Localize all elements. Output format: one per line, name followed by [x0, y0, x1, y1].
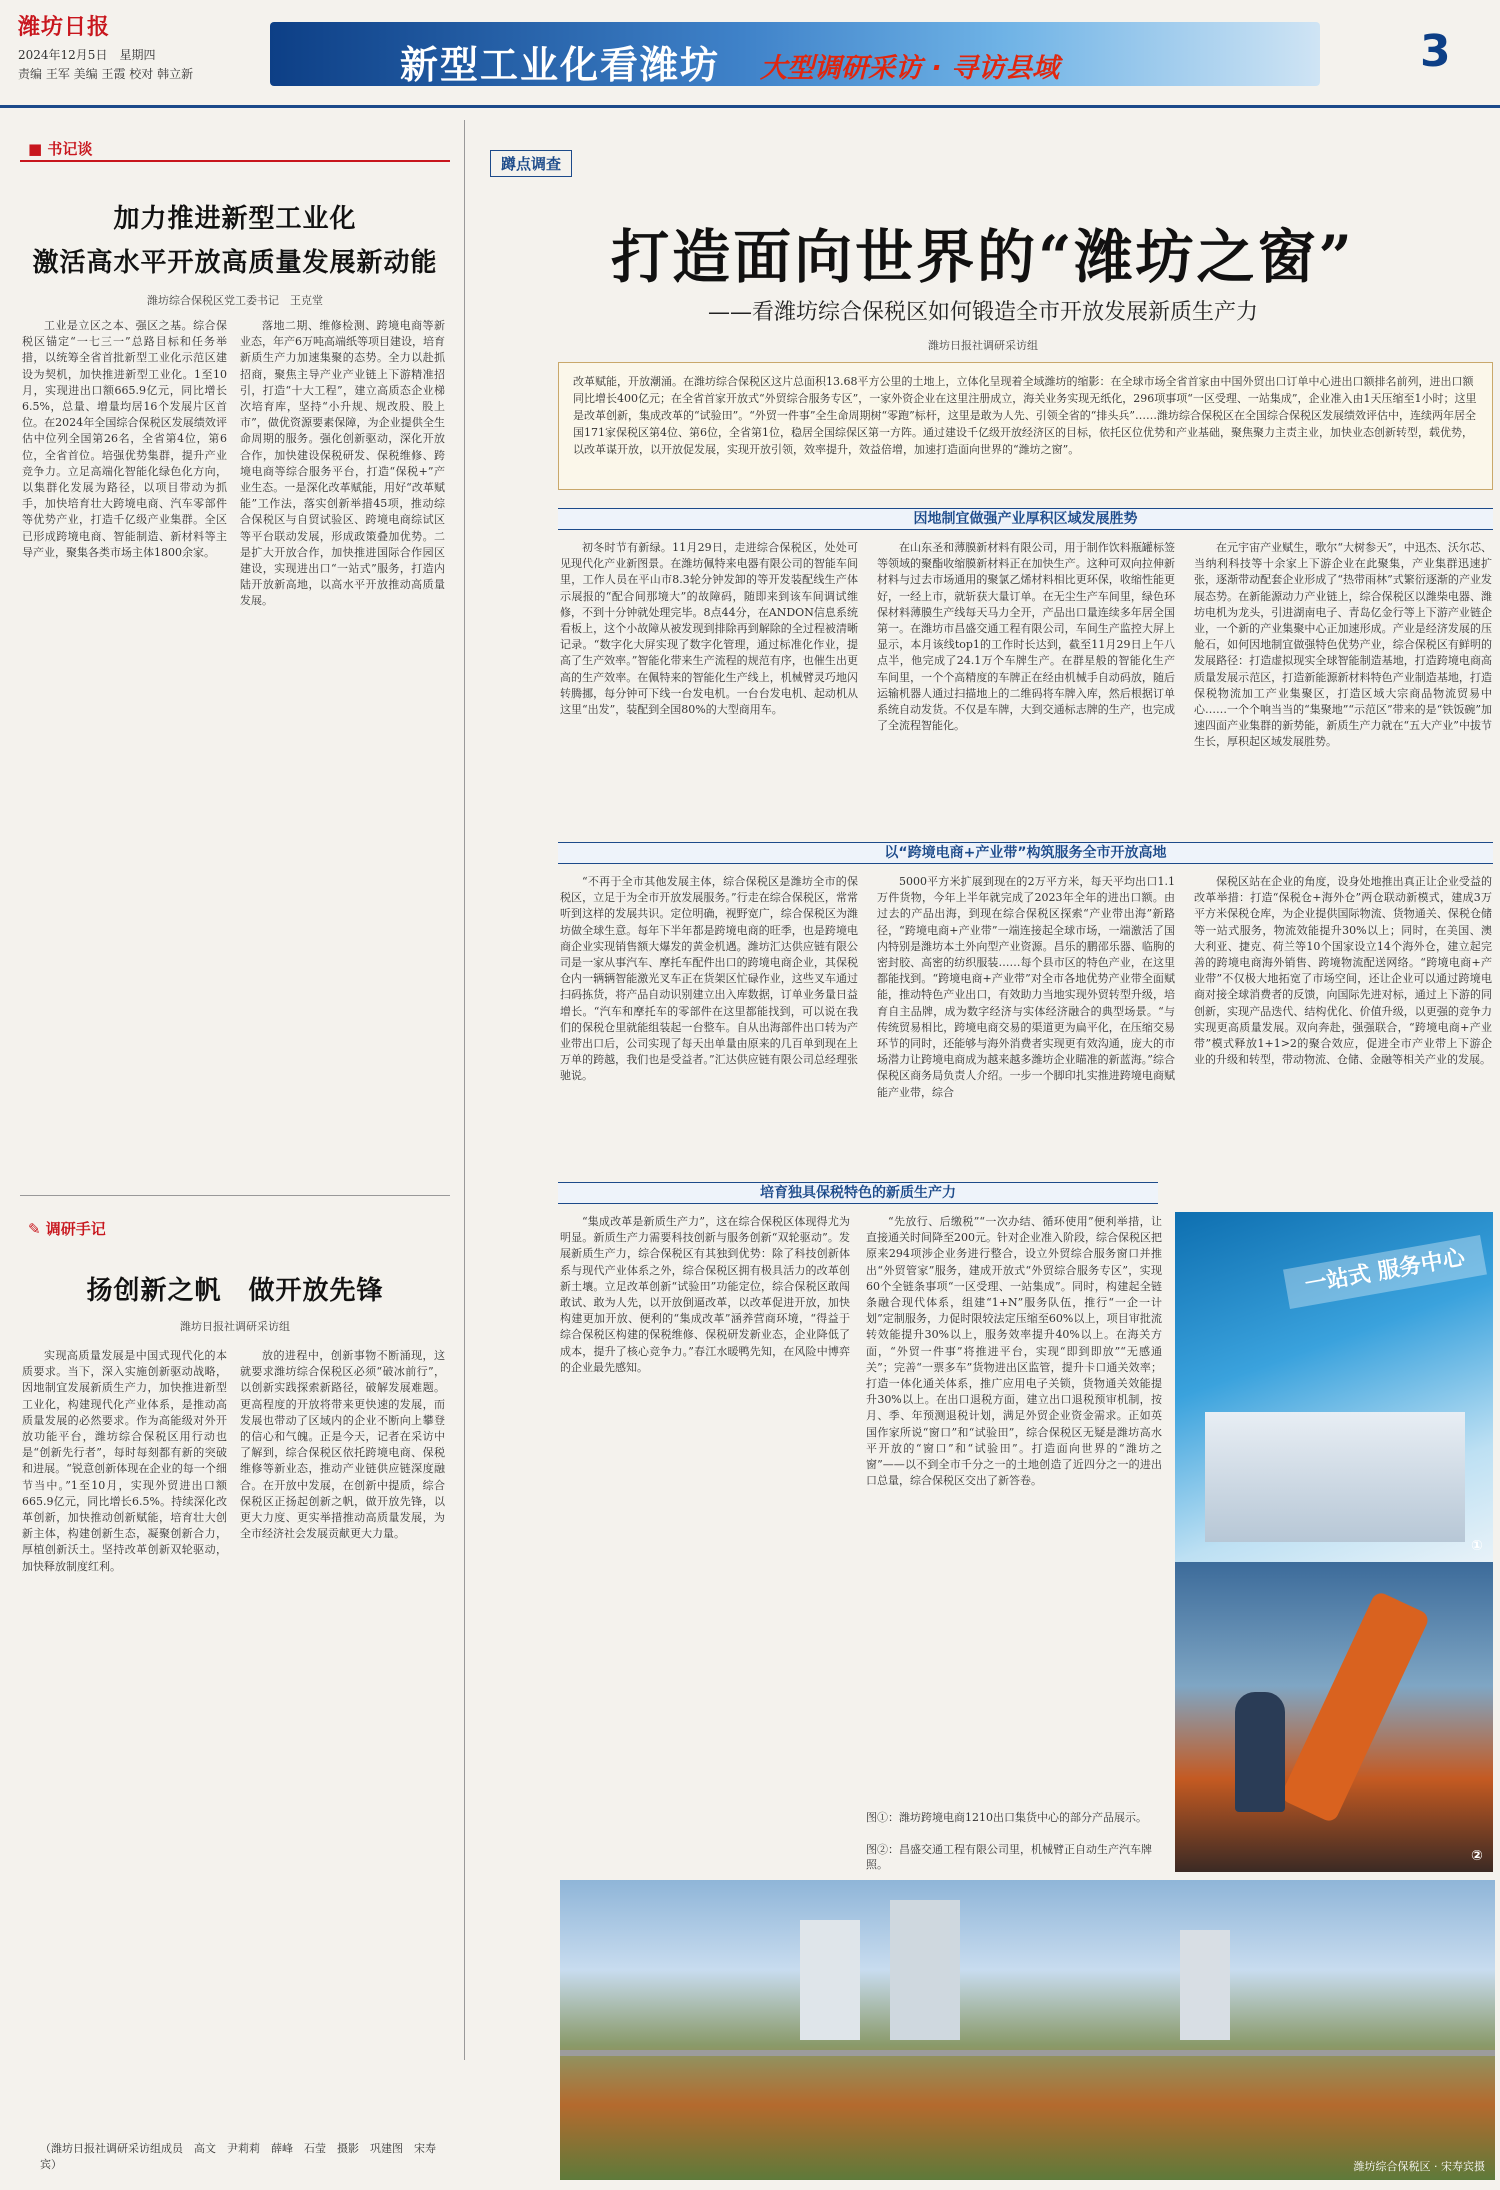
building [800, 1920, 860, 2040]
column-tag: ■ 书记谈 [28, 140, 93, 158]
newspaper-logo: 潍坊日报 [18, 14, 111, 40]
photo-aerial-city [560, 1880, 1495, 2180]
display-shelf [1205, 1412, 1465, 1542]
section3-col2: “先放行、后缴税”“一次办结、循环使用”便利举措，让直接通关时间降至200元。针对企业准入阶段，综合保税区把原来294项涉企业务进行整合，设立外贸综合服务窗口并推出“外贸管家”服务，建成开放式“外贸综合服务专区”，实现60个全链条事项“一区受理、一站集成”。同时，构建起全链条融合现代体系，组建“1+N”服务队伍，推行“一企一计划”定制服务，力促时限较法定压缩至60%以上，项目审批流转效能提升30%以上，服务效率提升40%以上。在海关方面，“外贸一件事”将推进平台，实现“即到即放”“无感通关”；完善“一票多车”货物进出区监管，提升卡口通关效率；打造一体化通关体系，推广应用电子关锁，货物通关效能提升30%以上。在出口退税方面，建立出口退税预审机制，按月、季、年预测退税计划，满足外贸企业资金需求。正如英国作家所说“窗口”和“试验田”，综合保税区无疑是潍坊高水平开放的“窗口”和“试验田”。打造面向世界的“潍坊之窗”——以不到全市千分之一的土地创造了近四分之一的进出口总量，综合保税区交出了新答卷。 [866, 1215, 1162, 1488]
section2-col2: 5000平方米扩展到现在的2万平方米，每天平均出口1.1万件货物，今年上半年就完成了2023年全年的进出口额。由过去的产品出海，到现在综合保税区探索“产业带出海”新路径，“跨境电商+产业带”一端连接起全球市场，一端激活了国内特别是潍坊本土外向型产业资源。昌乐的鹏邵乐器、临朐的密封胶、高密的纺织服装……每个县市区的特色产业，在这里都能找到。“跨境电商+产业带”对全市各地优势产业带全面赋能，推动特色产业出口，有效助力当地实现外贸转型升级，培育自主品牌，成为数字经济与实体经济融合的典型场景。“与传统贸易相比，跨境电商交易的渠道更为扁平化，在压缩交易环节的同时，还能够与海外消费者实现更有效沟通，庞大的市场潜力让跨境电商成为越来越多潍坊企业瞄准的新蓝海。”综合保税区商务局负责人介绍。一步一个脚印扎实推进跨境电商赋能产业带，综合 [877, 875, 1175, 1099]
article-title-line2: 激活高水平开放高质量发展新动能 [32, 248, 438, 278]
column-divider [464, 120, 465, 2060]
section2-col3: 保税区站在企业的角度，设身处地推出真正让企业受益的改革举措：打造“保税仓+海外仓”两仓联动新模式，建成3万平方米保税仓库，为企业提供国际物流、货物通关、保税仓储等一站式服务，物流效能提升30%以上；同时，在美国、澳大利亚、捷克、荷兰等10个国家设立14个海外仓，建立起完善的跨境电商海外销售、跨境物流配送网络。“跨境电商+产业带”不仅极大地拓宽了市场空间，还让企业可以通过跨境电商对接全球消费者的反馈，向国际先进对标，通过上下游的同创新，实现产品迭代、结构优化、价值升级，以更强的竞争力实现更高质量发展。双向奔赴，强强联合，“跨境电商+产业带”模式释放1+1>2的聚合效应，促进全市产业带上下游企业的升级和转型，带动物流、仓储、金融等相关产业的发展。 [1194, 875, 1492, 1067]
worker-figure [1235, 1692, 1285, 1812]
photo-number: ① [1471, 1538, 1483, 1554]
main-byline: 潍坊日报社调研采访组 [928, 339, 1038, 352]
article-title-line1: 加力推进新型工业化 [113, 204, 357, 234]
column-tag: 蹲点调查 [490, 150, 572, 177]
photo-caption-2: 图②：昌盛交通工程有限公司里，机械臂正自动生产汽车牌照。 [866, 1843, 1152, 1871]
article-body-col1: 工业是立区之本、强区之基。综合保税区锚定“一七三一”总路目标和任务举措，以统筹全省首批新型工业化示范区建设为契机，加快推进新型工业化。1至10月，实现进出口额665.9亿元，同比增长6.5%，总量、增量均居16个发展片区首位。在2024年全国综合保税区发展绩效评估中位列全国第26名，全省第4位，第6位，全省首位。培强优势集群，提升产业竞争力。立足高端化智能化绿色化方向，以集群化发展为路径，以项目带动为抓手，加快培育壮大跨境电商、汽车零部件等优势产业，打造千亿级产业集群。全区已形成跨境电商、智能制造、新材料等主导产业，聚集各类市场主体1800余家。 [22, 319, 227, 559]
photo-caption-1: 图①：潍坊跨境电商1210出口集货中心的部分产品展示。 [866, 1811, 1147, 1824]
section-heading-3: 培育独具保税特色的新质生产力 [558, 1182, 1158, 1204]
banner-title: 新型工业化看潍坊 [400, 43, 721, 87]
article-byline: 潍坊综合保税区党工委书记 王克堂 [147, 294, 323, 307]
banner-subtitle: 大型调研采访 · 寻访县域 [760, 53, 1060, 84]
main-headline: 打造面向世界的“潍坊之窗” [611, 223, 1355, 291]
footer-credits: （潍坊日报社调研采访组成员 高文 尹莉莉 薛峰 石莹 摄影 巩建图 宋寿宾） [40, 2142, 436, 2171]
issue-editors: 责编 王军 美编 王霞 校对 韩立新 [18, 67, 194, 81]
lead-summary: 改革赋能，开放潮涌。在潍坊综合保税区这片总面积13.68平方公里的土地上，立体化呈现着全域潍坊的缩影：在全球市场全省首家由中国外贸出口订单中心进出口额排名前列，进出口额同比增长400亿元；在全省首家开放式“外贸综合服务专区”，一家外资企业在这里注册成立，海关业务实现无纸化，296项事项“一区受理、一站集成”，企业准入由1天压缩至1小时；这里是改革创新，集成改革的“试验田”。“外贸一件事”全生命周期树“零跑”标杆，这里是敢为人先、引领全省的“排头兵”……潍坊综合保税区在全国综合保税区发展绩效评估中，连续两年居全国171家保税区第4位、第6位，全省第1位，稳居全国综保区第一方阵。通过建设千亿级开放经济区的目标，依托区位优势和产业基础，聚焦聚力主责主业，加快业态创新转型，载优势，以改革谋开放，以开放促发展，实现开放引领，效率提升，效益倍增，加速打造面向世界的“潍坊之窗”。 [558, 362, 1493, 490]
photo-credit: 潍坊综合保税区 · 宋寿宾摄 [1353, 2160, 1485, 2173]
photo-number: ② [1471, 1848, 1483, 1864]
article-title: 扬创新之帆 做开放先锋 [86, 1276, 384, 1306]
section1-col2: 在山东圣和薄膜新材料有限公司，用于制作饮料瓶罐标签等领域的聚酯收缩膜新材料正在加快生产。这种可双向拉伸新材料与过去市场通用的聚氯乙烯材料相比更环保，收缩性能更好，一经上市，就斩获大量订单。在无尘生产车间里，绿色环保材料薄膜生产线每天马力全开，产品出口量连续多年居全国第一。在潍坊市昌盛交通工程有限公司，车间生产监控大屏上显示，本月该线top1的工作时长达到，截至11月29日上午八点半，他完成了24.1万个车牌生产。在群星般的智能化生产车间里，一个个高精度的车牌正在经由机械手自动码放，随后运输机器人通过扫描地上的二维码将车牌入库，然后根据订单系统自动发货。不仅是车牌，大到交通标志牌的生产，也完成了全流程智能化。 [877, 541, 1175, 733]
section-heading-1: 因地制宜做强产业厚积区域发展胜势 [558, 508, 1493, 530]
road [560, 2050, 1495, 2056]
photo-robot-arm [1175, 1562, 1493, 1872]
section3-col1: “集成改革是新质生产力”，这在综合保税区体现得尤为明显。新质生产力需要科技创新与服务创新“双轮驱动”。发展新质生产力，综合保税区有其独到优势：除了科技创新体系与现代产业体系之外，综合保税区拥有极具活力的改革创新土壤。立足改革创新“试验田”功能定位，综合保税区敢闯敢试、敢为人先，以开放倒逼改革，以改革促进开放，加快构建更加开放、便利的“集成改革”涵养营商环境，“得益于综合保税区构建的保税维修、保税研发新业态，企业降低了成本，提升了核心竞争力。”春江水暖鸭先知，在风险中博弈的企业最先感知。 [560, 1215, 850, 1374]
issue-date: 2024年12月5日 [18, 48, 108, 62]
tag-rule [20, 160, 450, 162]
section-heading-2: 以“跨境电商+产业带”构筑服务全市开放高地 [558, 842, 1493, 864]
photo-sign: 一站式 服务中心 [1283, 1235, 1487, 1309]
photo-ecommerce-display [1175, 1212, 1493, 1562]
column-tag: ✎ 调研手记 [28, 1220, 106, 1238]
article-body-col1: 实现高质量发展是中国式现代化的本质要求。当下，深入实施创新驱动战略，因地制宜发展新质生产力，加快推进新型工业化，构建现代化产业体系，是推动高质量发展的必然要求。作为高能级对外开放功能平台，潍坊综合保税区用行动也是“创新先行者”，每时每刻都有新的突破和进展。“锐意创新体现在企业的每一个细节当中。”1至10月，实现外贸进出口额665.9亿元，同比增长6.5%。持续深化改革创新，加快推动创新赋能，培育壮大创新主体，构建创新生态，凝聚创新合力，厚植创新沃土。坚持改革创新双轮驱动，加快释放制度红利。 [22, 1349, 227, 1573]
building [1180, 1930, 1230, 2040]
article-byline: 潍坊日报社调研采访组 [180, 1320, 290, 1333]
issue-weekday: 星期四 [119, 48, 156, 62]
section2-col1: “不再于全市其他发展主体，综合保税区是潍坊全市的保税区，立足于为全市开放发展服务。”行走在综合保税区，常常听到这样的发展共识。定位明确，视野宽广，综合保税区为潍坊做全球生意。每年下半年都是跨境电商的旺季，也是跨境电商企业实现销售额大爆发的黄金机遇。潍坊汇达供应链有限公司是一家从事汽车、摩托车配件出口的跨境电商企业，其保税仓内一辆辆智能激光叉车正在货架区忙碌作业，这些叉车通过扫码拣货，将产品自动识别建立出入库数据，订单业务量日益增长。“汽车和摩托车的零部件在这里都能找到，可以说在我们的保税仓里就能组装起一台整车。自从出海部件出口转为产业带出口后，公司实现了每天出单量由原来的几百单到现在上万单的跨越，我们也是受益者。”汇达供应链有限公司总经理张驰说。 [560, 875, 858, 1083]
main-subhead: ——看潍坊综合保税区如何锻造全市开放发展新质生产力 [707, 300, 1258, 325]
article-body-col2: 放的进程中，创新事物不断涌现，这就要求潍坊综合保税区必须“破冰前行”，以创新实践探索新路径，破解发展难题。更高程度的开放将带来更快速的发展，而发展也带动了区域内的企业不断向上攀登的信心和气魄。正是今天，记者在采访中了解到，综合保税区依托跨境电商、保税维修等新业态，推动产业链供应链深度融合。在开放中发展，在创新中提质，综合保税区正扬起创新之帆，做开放先锋，以更大力度、更实举措推动高质量发展，为全市经济社会发展贡献更大力量。 [240, 1349, 445, 1541]
page-number: 3 [1420, 26, 1451, 77]
section-rule [20, 1195, 450, 1196]
building [890, 1900, 960, 2040]
section1-col3: 在元宇宙产业赋生，歌尔“大树参天”，中迅杰、沃尔芯、当纳利科技等十余家上下游企业在此聚集，产业集群迅速扩张，逐渐带动配套企业形成了“热带雨林”式繁衍逐渐的产业发展态势。在新能源动力产业链上，综合保税区以潍柴电器、潍坊电机为龙头，引进湖南电子、青岛亿金行等上下游产业链企业，一个新的产业集聚中心正加速形成。产业是经济发展的压舱石，如何因地制宜做强特色优势产业，综合保税区有鲜明的发展路径：打造虚拟现实全球智能制造基地，打造跨境电商高质量发展示范区，打造新能源新材料特色产业制造基地，打造保税物流加工产业集聚区，打造区域大宗商品物流贸易中心……一个个响当当的“集聚地”“示范区”带来的是“铁饭碗”加速四面产业集群的新势能，新质生产力就在“五大产业”中拔节生长，厚积起区域发展胜势。 [1194, 541, 1492, 749]
section1-col1: 初冬时节有新绿。11月29日，走进综合保税区，处处可见现代化产业新图景。在潍坊佩特来电器有限公司的智能车间里，工作人员在平山市8.3轮分钟发卸的等开发装配线生产体示展报的“配合间那境大”的故障码，随即来到该车间调试维修，不到十分钟就处理完毕。8点44分，在ANDON信息系统看板上，这个小故障从被发现到排除再到解除的全过程被清晰记录。“数字化大屏实现了数字化管理，通过标准化作业，提高了生产效率。”智能化带来生产流程的规范有序，也催生出更高的生产效率。在佩特来的智能化生产线上，机械臂灵巧地闪转腾挪，每分钟可下线一台发电机。一台台发电机、起动机从这里“出发”，装配到全国80%的大型商用车。 [560, 541, 858, 717]
robot-arm-shape [1279, 1590, 1431, 1824]
issue-meta [18, 46, 238, 84]
article-body-col2: 落地二期、维修检测、跨境电商等新业态，年产6万吨高端纸等项目建设，培育新质生产力加速集聚的态势。全力以赴抓招商，聚焦主导产业产业链上下游精准招引，打造“十大工程”，建立高质态企业梯次培育库，坚持“小升规、规改股、股上市”，做优资源要素保障，为企业提供全生命周期的服务。强化创新驱动，深化开放合作，加快建设保税研发、保税维修、跨境电商等综合服务平台，打造“保税+”产业生态。一是深化改革赋能，用好“改革赋能”工作法，落实创新举措45项，推动综合保税区与自贸试验区、跨境电商综试区等平台联动发展，形成政策叠加优势。二是扩大开放合作，加快推进国际合作园区建设，实现进出口“一站式”服务，打造内陆开放新高地，以高水平开放推动高质量发展。 [240, 319, 445, 608]
